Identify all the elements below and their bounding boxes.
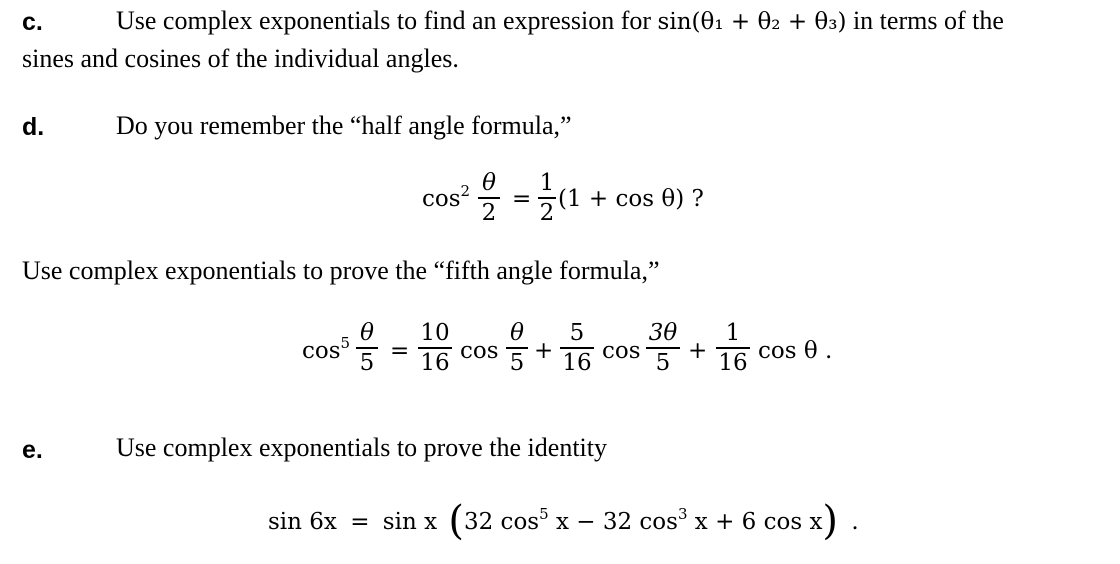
period: . [851,509,859,535]
label-c: c. [22,8,43,36]
term-minus-32cos: x − 32 cos [548,509,678,535]
fraction-bar [538,197,556,199]
denominator: 16 [562,349,592,376]
left-paren: ( [448,498,464,544]
cos-func: cos [302,338,341,364]
label-d: d. [22,113,45,141]
term-32cos: 32 cos [463,509,540,535]
coef-5-16 [560,320,594,376]
problem-e-prompt: Use complex exponentials to prove the identity [116,433,607,462]
term-6cosx: x + 6 cos x [687,509,823,535]
fraction-bar [418,347,452,349]
equals-sign: = [390,338,410,364]
cos-func: cos [602,338,641,364]
numerator: 5 [569,320,585,346]
equals-sign: = [512,186,532,212]
power-5: 5 [539,505,549,523]
fifth-angle-tail: cos θ . [758,338,833,364]
coef-1-16 [716,320,750,376]
half-angle-fraction-rhs [538,170,556,226]
equals-sign: = [350,509,370,535]
problem-c-expression: sin(θ₁ + θ₂ + θ₃) [657,9,847,35]
fraction-bar [716,347,750,349]
angle-3theta-5 [646,320,680,376]
cos-func: cos [460,338,499,364]
problem-c-text: Use complex exponentials to find an expression for [116,6,658,35]
problem-d-prompt2: Use complex exponentials to prove the “fifth angle formula,” [22,256,660,285]
fraction-bar [560,347,594,349]
problem-d-prompt: Do you remember the “half angle formula,” [116,111,572,140]
numerator: 1 [725,320,741,346]
problem-c-line1 [116,6,1004,37]
power-3: 3 [677,505,688,523]
problem-c-line2: sines and cosines of the individual angles. [22,44,459,73]
half-angle-fraction-lhs [478,170,500,226]
numerator: 1 [539,170,555,196]
fifth-angle-cos [302,334,351,364]
fraction-bar [646,347,680,349]
numerator: θ [482,170,496,196]
power: 5 [340,334,351,352]
sin-x: sin x [382,509,438,535]
label-e: e. [22,436,43,464]
denominator: 2 [481,199,497,226]
half-angle-rhs-tail: (1 + cos θ) ? [558,186,704,212]
denominator: 2 [539,199,555,226]
power: 2 [460,182,471,200]
identity-equation [268,498,859,544]
numerator: θ [360,320,374,346]
fraction-bar [356,347,378,349]
fraction-bar [478,197,500,199]
plus-sign: + [534,338,554,364]
denominator: 5 [359,349,375,376]
fifth-angle-lhs-fraction [356,320,378,376]
denominator: 16 [420,349,450,376]
right-paren: ) [822,498,839,544]
numerator: 10 [420,320,450,346]
denominator: 5 [509,349,525,376]
half-angle-cos [422,182,471,212]
numerator: 3θ [648,320,678,346]
denominator: 5 [655,349,671,376]
angle-theta-5 [506,320,528,376]
coef-10-16 [418,320,452,376]
identity-lhs: sin 6x [268,509,337,535]
fraction-bar [506,347,528,349]
denominator: 16 [718,349,748,376]
numerator: θ [510,320,524,346]
cos-func: cos [422,186,461,212]
problem-c-text-tail: in terms of the [846,6,1004,35]
plus-sign: + [688,338,708,364]
